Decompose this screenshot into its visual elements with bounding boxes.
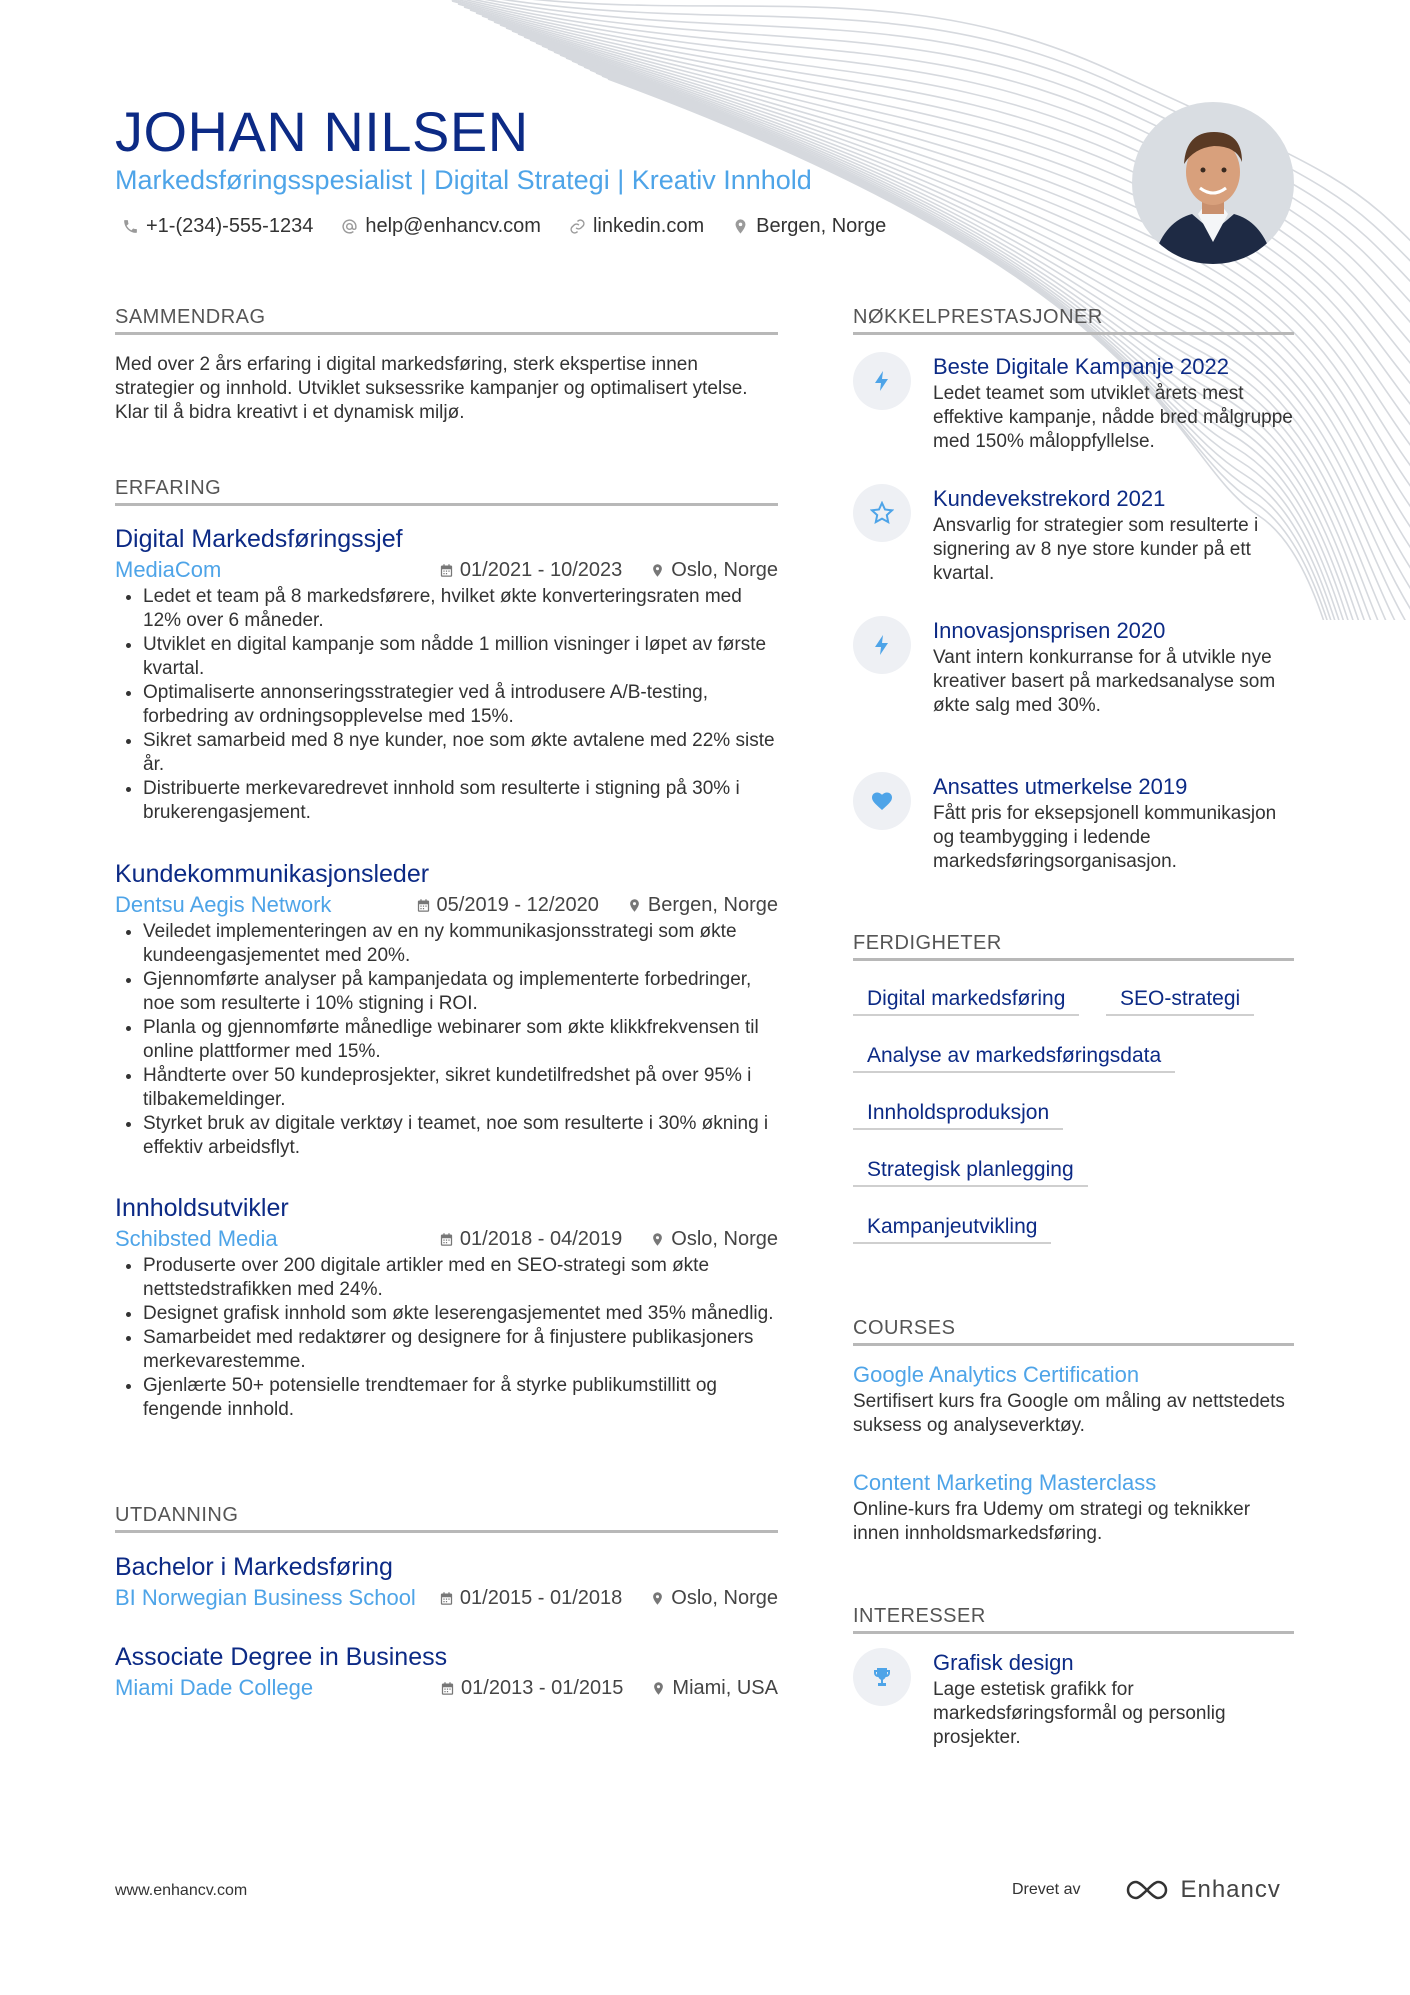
bullet: • Gjennomførte analyser på kampanjedata og implementerte forbedringer, noe som resulterte i 10% stigning i ROI. — [143, 968, 778, 1016]
job-entry — [115, 1192, 778, 1422]
job-dates-text: 05/2019 - 12/2020 — [436, 894, 599, 916]
email-text: help@enhancv.com — [365, 215, 541, 237]
contact-linkedin[interactable] — [569, 212, 704, 240]
edu-location-text: Oslo, Norge — [671, 1587, 778, 1609]
candidate-name: JOHAN NILSEN — [115, 100, 529, 163]
contact-bar — [122, 212, 886, 240]
bullet: • Utviklet en digital kampanje som nådde 1 million visninger i løpet av første kvartal. — [143, 633, 778, 681]
section-title-courses: COURSES — [853, 1315, 1294, 1346]
bullet: • Distribuerte merkevaredrevet innhold som resulterte i stigning på 30% i brukerengasjement. — [143, 777, 778, 825]
edu-dates — [440, 1673, 623, 1703]
section-title-education: UTDANNING — [115, 1502, 778, 1533]
bullet: • Styrket bruk av digitale verktøy i teamet, noe som resulterte i 30% økning i effektiv arbeidsflyt. — [143, 1112, 778, 1160]
edu-location-text: Miami, USA — [672, 1677, 778, 1699]
course-title: Content Marketing Masterclass — [853, 1470, 1157, 1495]
achievement-title: Kundevekstrekord 2021 — [933, 486, 1166, 511]
bullet: • Håndterte over 50 kundeprosjekter, sikret kundetilfredshet på over 95% i tilbakemeldinger. — [143, 1064, 778, 1112]
location-pin-icon — [651, 1681, 666, 1696]
summary-section — [115, 304, 778, 425]
education-section — [115, 1502, 778, 1533]
skill-tag: Analyse av markedsføringsdata — [853, 1041, 1175, 1073]
star-icon — [853, 484, 911, 542]
job-company: MediaCom — [115, 557, 222, 582]
job-bullets — [115, 585, 778, 825]
achievement-desc: Fått pris for eksepsjonell kommunikasjon og teambygging i ledende markedsføringsorganisasjon. — [933, 803, 1277, 872]
experience-section — [115, 475, 778, 506]
job-title: Innholdsutvikler — [115, 1194, 289, 1222]
bullet: • Veiledet implementeringen av en ny kommunikasjonsstrategi som økte kundeengasjementet med 20%. — [143, 920, 778, 968]
edu-dates-text: 01/2013 - 01/2015 — [461, 1677, 624, 1699]
linkedin-text: linkedin.com — [592, 215, 705, 237]
contact-email[interactable] — [341, 212, 541, 240]
achievement-item — [853, 484, 1294, 586]
achievement-desc: Ledet teamet som utviklet årets mest effektive kampanje, nådde bred målgruppe med 150% måloppfyllelse. — [933, 383, 1293, 452]
profile-photo — [1132, 102, 1294, 264]
infinity-logo-icon — [1124, 1878, 1170, 1902]
bullet: • Optimaliserte annonseringsstrategier ved å introdusere A/B-testing, forbedring av ordningsopplevelse med 15%. — [143, 681, 778, 729]
powered-by-label: Drevet av — [1012, 1881, 1081, 1898]
job-dates — [439, 1224, 622, 1254]
edu-location — [651, 1673, 778, 1703]
bullet: • Sikret samarbeid med 8 nye kunder, noe som økte avtalene med 22% siste år. — [143, 729, 778, 777]
achievement-title: Ansattes utmerkelse 2019 — [933, 774, 1188, 799]
course-item — [853, 1360, 1294, 1438]
location-pin-icon — [732, 218, 749, 235]
bullet: • Gjenlærte 50+ potensielle trendtemaer for å styrke publikumstillitt og fengende innhold. — [143, 1374, 778, 1422]
calendar-icon — [440, 1681, 455, 1696]
edu-location — [650, 1583, 778, 1613]
skill-tag: Strategisk planlegging — [853, 1155, 1088, 1187]
bullet: • Ledet et team på 8 markedsførere, hvilket økte konverteringsraten med 12% over 6 måneder. — [143, 585, 778, 633]
job-dates — [416, 890, 599, 920]
course-title: Google Analytics Certification — [853, 1362, 1140, 1387]
location-pin-icon — [627, 898, 642, 913]
phone-icon — [122, 218, 139, 235]
job-title: Kundekommunikasjonsleder — [115, 860, 430, 888]
footer-website[interactable]: www.enhancv.com — [115, 1882, 248, 1899]
skills-section — [853, 930, 1294, 961]
heart-icon — [853, 772, 911, 830]
education-entry — [115, 1641, 778, 1703]
course-item — [853, 1468, 1294, 1546]
wave-line — [488, 19, 1410, 533]
summary-text: Med over 2 års erfaring i digital markedsføring, sterk ekspertise innen strategier og innhold. Utviklet suksessrike kampanjer og optimalisert ytelse. Klar til å bidra kreativt i et dynamisk miljø. — [115, 354, 748, 423]
bullet: • Samarbeidet med redaktører og designere for å finjustere publikasjoners merkevarestemme. — [143, 1326, 778, 1374]
section-title-interests: INTERESSER — [853, 1603, 1294, 1634]
school-name: Miami Dade College — [115, 1675, 314, 1700]
trophy-icon — [853, 1648, 911, 1706]
location-pin-icon — [650, 563, 665, 578]
achievements-section — [853, 304, 1294, 335]
link-icon — [569, 218, 586, 235]
section-title-skills: FERDIGHETER — [853, 930, 1294, 961]
phone-text: +1-(234)-555-1234 — [146, 215, 314, 237]
degree-title: Bachelor i Markedsføring — [115, 1553, 393, 1581]
interest-item — [853, 1648, 1294, 1750]
achievement-desc: Vant intern konkurranse for å utvikle nye kreativer basert på markedsanalyse som økte salg med 30%. — [933, 647, 1276, 716]
achievement-desc: Ansvarlig for strategier som resulterte i signering av 8 nye store kunder på ett kvartal. — [933, 515, 1259, 584]
job-location — [627, 890, 778, 920]
job-location-text: Bergen, Norge — [647, 894, 778, 916]
contact-location — [732, 212, 886, 240]
bolt-icon — [853, 616, 911, 674]
degree-title: Associate Degree in Business — [115, 1643, 448, 1671]
bullet: • Planla og gjennomførte månedlige webinarer som økte klikkfrekvensen til online plattformer med 15%. — [143, 1016, 778, 1064]
achievement-title: Innovasjonsprisen 2020 — [933, 618, 1166, 643]
course-desc: Online-kurs fra Udemy om strategi og teknikker innen innholdsmarkedsføring. — [853, 1499, 1251, 1544]
job-location — [650, 555, 778, 585]
skill-tag: Innholdsproduksjon — [853, 1098, 1063, 1130]
avatar-illustration — [1132, 102, 1294, 264]
footer-powered — [1012, 1876, 1281, 1904]
job-company: Schibsted Media — [115, 1226, 278, 1251]
edu-dates-text: 01/2015 - 01/2018 — [459, 1587, 623, 1609]
skill-tag: Kampanjeutvikling — [853, 1212, 1051, 1244]
job-bullets — [115, 920, 778, 1160]
job-location — [650, 1224, 778, 1254]
candidate-subtitle: Markedsføringsspesialist | Digital Strategi | Kreativ Innhold — [115, 165, 812, 195]
job-entry — [115, 523, 778, 825]
course-desc: Sertifisert kurs fra Google om måling av nettstedets suksess og analyseverktøy. — [853, 1391, 1285, 1436]
calendar-icon — [416, 898, 431, 913]
achievement-title: Beste Digitale Kampanje 2022 — [933, 354, 1229, 379]
skill-tag: Digital markedsføring — [853, 984, 1079, 1016]
interests-section — [853, 1603, 1294, 1634]
job-bullets — [115, 1254, 778, 1422]
job-dates-text: 01/2018 - 04/2019 — [459, 1228, 623, 1250]
job-company: Dentsu Aegis Network — [115, 892, 332, 917]
bullet: • Designet grafisk innhold som økte leserengasjementet med 35% månedlig. — [143, 1302, 778, 1326]
calendar-icon — [439, 563, 454, 578]
school-name: BI Norwegian Business School — [115, 1585, 416, 1610]
job-dates — [439, 555, 622, 585]
section-title-experience: ERFARING — [115, 475, 778, 506]
interest-title: Grafisk design — [933, 1650, 1074, 1675]
skill-tag: SEO-strategi — [1106, 984, 1254, 1016]
section-title-summary: SAMMENDRAG — [115, 304, 778, 335]
bolt-icon — [853, 352, 911, 410]
brand-name: Enhancv — [1180, 1876, 1281, 1903]
courses-section — [853, 1315, 1294, 1346]
location-text: Bergen, Norge — [756, 215, 887, 237]
calendar-icon — [439, 1591, 454, 1606]
calendar-icon — [439, 1232, 454, 1247]
achievement-item — [853, 772, 1294, 874]
job-dates-text: 01/2021 - 10/2023 — [459, 559, 623, 581]
job-location-text: Oslo, Norge — [671, 1228, 778, 1250]
job-location-text: Oslo, Norge — [671, 559, 778, 581]
interest-desc: Lage estetisk grafikk for markedsføringsformål og personlig prosjekter. — [933, 1679, 1226, 1748]
section-title-achievements: NØKKELPRESTASJONER — [853, 304, 1294, 335]
education-entry — [115, 1551, 778, 1613]
achievement-item — [853, 352, 1294, 454]
edu-dates — [439, 1583, 622, 1613]
bullet: • Produserte over 200 digitale artikler med en SEO-strategi som økte nettstedstrafikken med 24%. — [143, 1254, 778, 1302]
contact-phone[interactable] — [122, 212, 313, 240]
enhancv-logo[interactable] — [1124, 1876, 1280, 1904]
job-entry — [115, 858, 778, 1160]
location-pin-icon — [650, 1591, 665, 1606]
at-icon — [341, 218, 358, 235]
achievement-item — [853, 616, 1294, 718]
job-title: Digital Markedsføringssjef — [115, 525, 403, 553]
location-pin-icon — [650, 1232, 665, 1247]
